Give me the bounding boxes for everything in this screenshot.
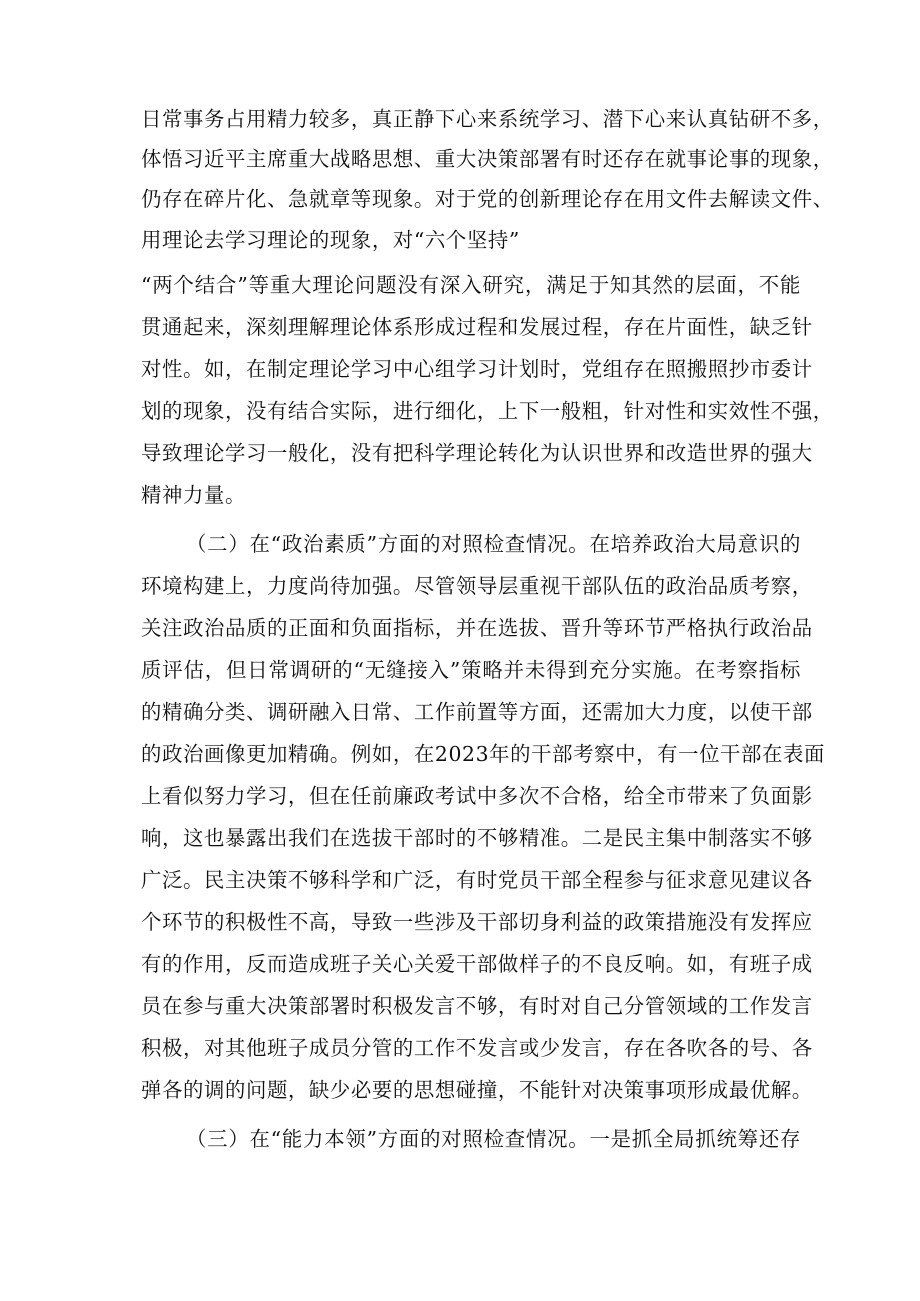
text-line: 对性。如，在制定理论学习中心组学习计划时，党组存在照搬照抄市委计	[141, 357, 813, 381]
text-line: 的精确分类、调研融入日常、工作前置等方面，还需加大力度，以使干部	[141, 700, 813, 724]
text-line: 仍存在碎片化、急就章等现象。对于党的创新理论存在用文件去解读文件、	[141, 187, 834, 211]
text-line: 划的现象，没有结合实际，进行细化，上下一般粗，针对性和实效性不强，	[141, 399, 834, 423]
text-line: 贯通起来，深刻理解理论体系形成过程和发展过程，存在片面性，缺乏针	[141, 315, 813, 339]
section-heading-line: （三）在“能力本领”方面的对照检查情况。一是抓全局抓统筹还存	[186, 1127, 801, 1151]
text-line: 广泛。民主决策不够科学和广泛，有时党员干部全程参与征求意见建议各	[141, 868, 813, 892]
text-line: 精神力量。	[141, 483, 246, 507]
text-line: 日常事务占用精力较多，真正静下心来系统学习、潜下心来认真钻研不多，	[141, 107, 834, 131]
text-line: 弹各的调的问题，缺少必要的思想碰撞，不能针对决策事项形成最优解。	[141, 1078, 813, 1102]
text-line: 积极，对其他班子成员分管的工作不发言或少发言，存在各吹各的号、各	[141, 1036, 813, 1060]
section-heading-line: （二）在“政治素质”方面的对照检查情况。在培养政治大局意识的	[186, 532, 801, 556]
text-line: 导致理论学习一般化，没有把科学理论转化为认识世界和改造世界的强大	[141, 441, 813, 465]
text-line: 上看似努力学习，但在任前廉政考试中多次不合格，给全市带来了负面影	[141, 784, 813, 808]
text-line: 关注政治品质的正面和负面指标，并在选拔、晋升等环节严格执行政治品	[141, 616, 813, 640]
text-line: 环境构建上，力度尚待加强。尽管领导层重视干部队伍的政治品质考察，	[141, 574, 813, 598]
text-line: 用理论去学习理论的现象，对“六个坚持”	[141, 228, 520, 252]
text-line: 体悟习近平主席重大战略思想、重大决策部署有时还存在就事论事的现象，	[141, 147, 834, 171]
text-line: 员在参与重大决策部署时积极发言不够，有时对自己分管领域的工作发言	[141, 994, 813, 1018]
text-line: 有的作用，反而造成班子关心关爱干部做样子的不良反响。如，有班子成	[141, 952, 813, 976]
text-line: “两个结合”等重大理论问题没有深入研究，满足于知其然的层面，不能	[141, 273, 801, 297]
text-line: 的政治画像更加精确。例如，在2023年的干部考察中，有一位干部在表面	[141, 742, 826, 766]
text-line: 个环节的积极性不高，导致一些涉及干部切身利益的政策措施没有发挥应	[141, 910, 813, 934]
text-line: 响，这也暴露出我们在选拔干部时的不够精准。二是民主集中制落实不够	[141, 826, 813, 850]
text-line: 质评估，但日常调研的“无缝接入”策略并未得到充分实施。在考察指标	[141, 658, 801, 682]
